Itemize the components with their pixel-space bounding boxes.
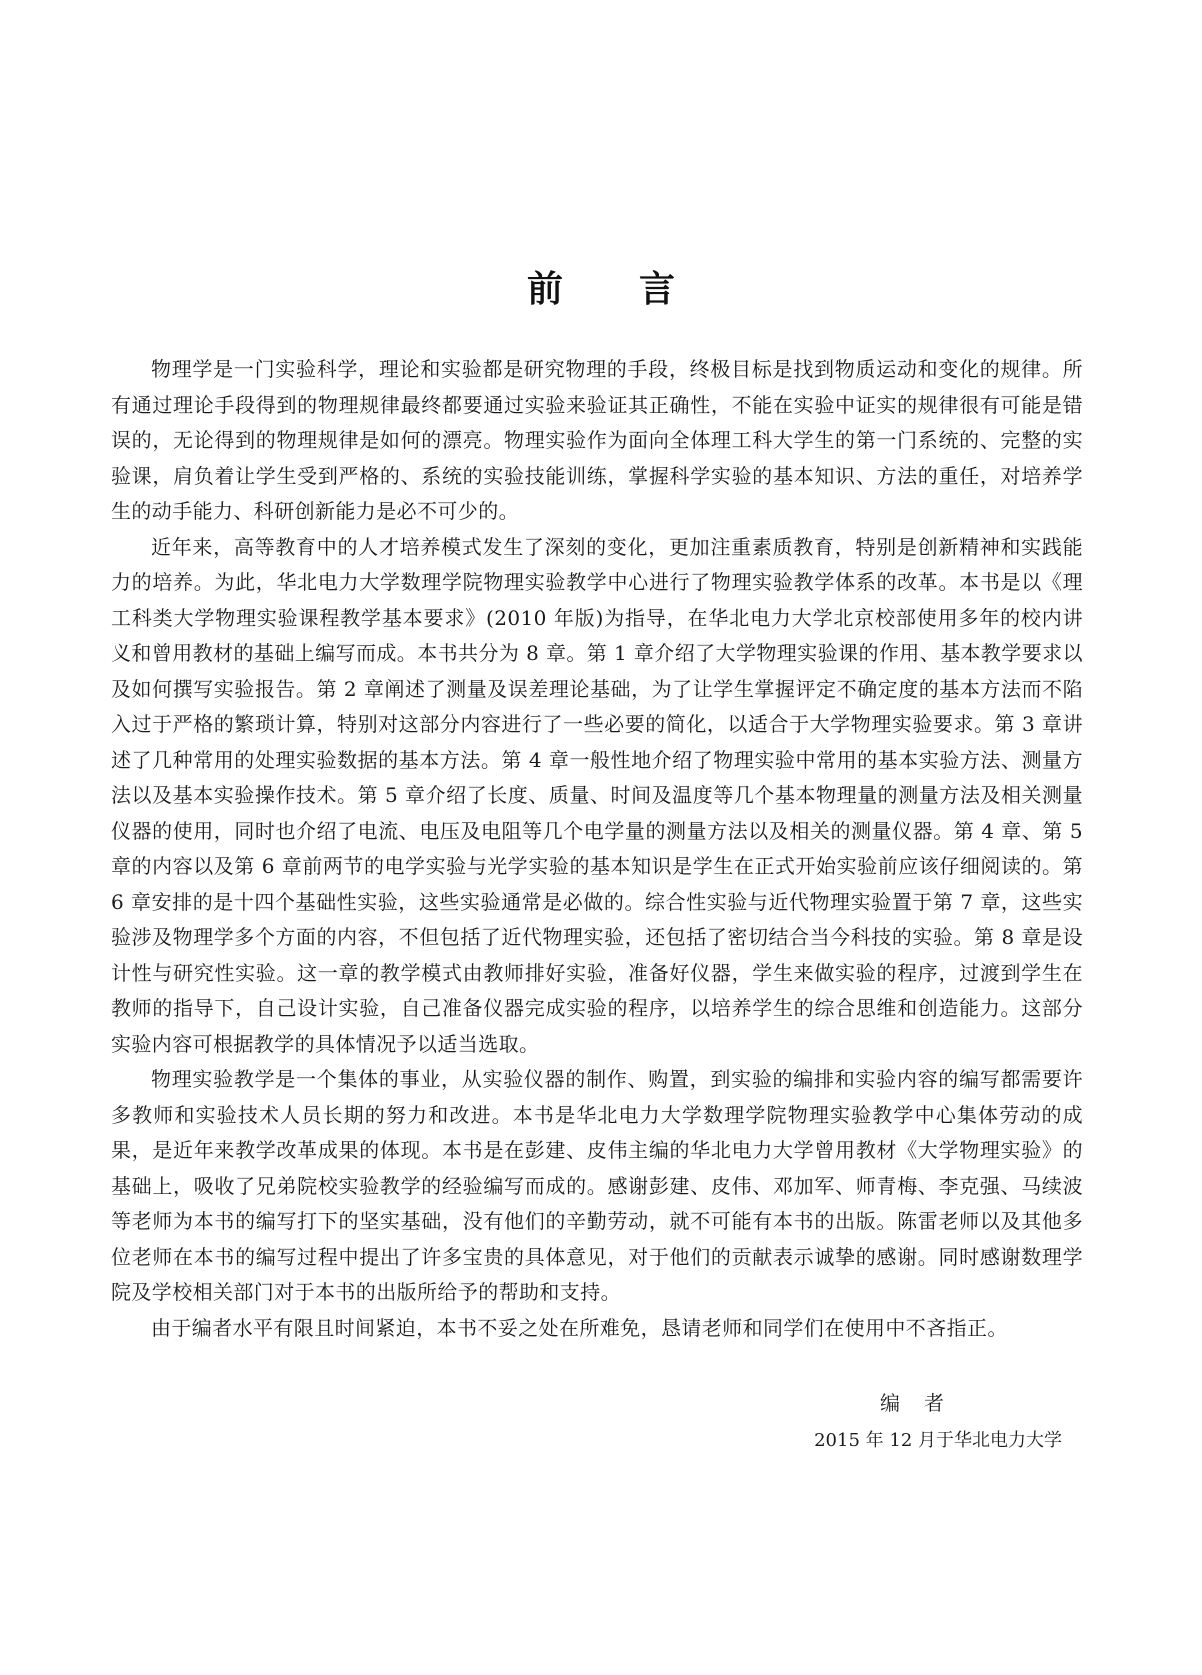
paragraph-acknowledgements: 物理实验教学是一个集体的事业，从实验仪器的制作、购置，到实验的编排和实验内容的编写都需要许多教师和实验技术人员长期的努力和改进。本书是华北电力大学数理学院物理实验教学中心集体劳动的成果，是近年来教学改革成果的体现。本书是在彭建、皮伟主编的华北电力大学曾用教材《大学物理实验》的基础上，吸收了兄弟院校实验教学的经验编写而成的。感谢彭建、皮伟、邓加军、师青梅、李克强、马续波等老师为本书的编写打下的坚实基础，没有他们的辛勤劳动，就不可能有本书的出版。陈雷老师以及其他多位老师在本书的编写过程中提出了许多宝贵的具体意见，对于他们的贡献表示诚挚的感谢。同时感谢数理学院及学校相关部门对于本书的出版所给予的帮助和支持。 (111, 1067, 1083, 1304)
date-line: 2015 年 12 月于华北电力大学 (814, 1430, 1062, 1451)
preface-body (111, 352, 1083, 1346)
paragraph-intro: 物理学是一门实验科学，理论和实验都是研究物理的手段，终极目标是找到物质运动和变化的规律。所有通过理论手段得到的物理规律最终都要通过实验来验证其正确性，不能在实验中证实的规律很有可能是错误的，无论得到的物理规律是如何的漂亮。物理实验作为面向全体理工科大学生的第一门系统的、完整的实验课，肩负着让学生受到严格的、系统的实验技能训练，掌握科学实验的基本知识、方法的重任，对培养学生的动手能力、科研创新能力是必不可少的。 (111, 357, 1083, 523)
paragraph-closing: 由于编者水平有限且时间紧迫，本书不妥之处在所难免，恳请老师和同学们在使用中不吝指正。 (151, 1315, 1008, 1340)
page-title: 前言 (526, 269, 751, 311)
paragraph-book-structure: 近年来，高等教育中的人才培养模式发生了深刻的变化，更加注重素质教育，特别是创新精神和实践能力的培养。为此，华北电力大学数理学院物理实验教学中心进行了物理实验教学体系的改革。本书是以《理工科类大学物理实验课程教学基本要求》(2010 年版)为指导，在华北电力大学北京校部使用多年的校内讲义和曾用教材的基础上编写而成。本书共分为 8 章。第 1 章介绍了大学物理实验课的作用、基本教学要求以及如何撰写实验报告。第 2 章阐述了测量及误差理论基础，为了让学生掌握评定不确定度的基本方法而不陷入过于严格的繁琐计算，特别对这部分内容进行了一些必要的简化，以适合于大学物理实验要求。第 3 章讲述了几种常用的处理实验数据的基本方法。第 4 章一般性地介绍了物理实验中常用的基本实验方法、测量方法以及基本实验操作技术。第 5 章介绍了长度、质量、时间及温度等几个基本物理量的测量方法及相关测量仪器的使用，同时也介绍了电流、电压及电阻等几个电学量的测量方法以及相关的测量仪器。第 4 章、第 5 章的内容以及第 6 章前两节的电学实验与光学实验的基本知识是学生在正式开始实验前应该仔细阅读的。第 6 章安排的是十四个基础性实验，这些实验通常是必做的。综合性实验与近代物理实验置于第 7 章，这些实验涉及物理学多个方面的内容，不但包括了近代物理实验，还包括了密切结合当今科技的实验。第 8 章是设计性与研究性实验。这一章的教学模式由教师排好实验，准备好仪器，学生来做实验的程序，过渡到学生在教师的指导下，自己设计实验，自己准备仪器完成实验的程序，以培养学生的综合思维和创造能力。这部分实验内容可根据教学的具体情况予以适当选取。 (111, 534, 1083, 1056)
author-signature: 编 者 (880, 1391, 946, 1415)
